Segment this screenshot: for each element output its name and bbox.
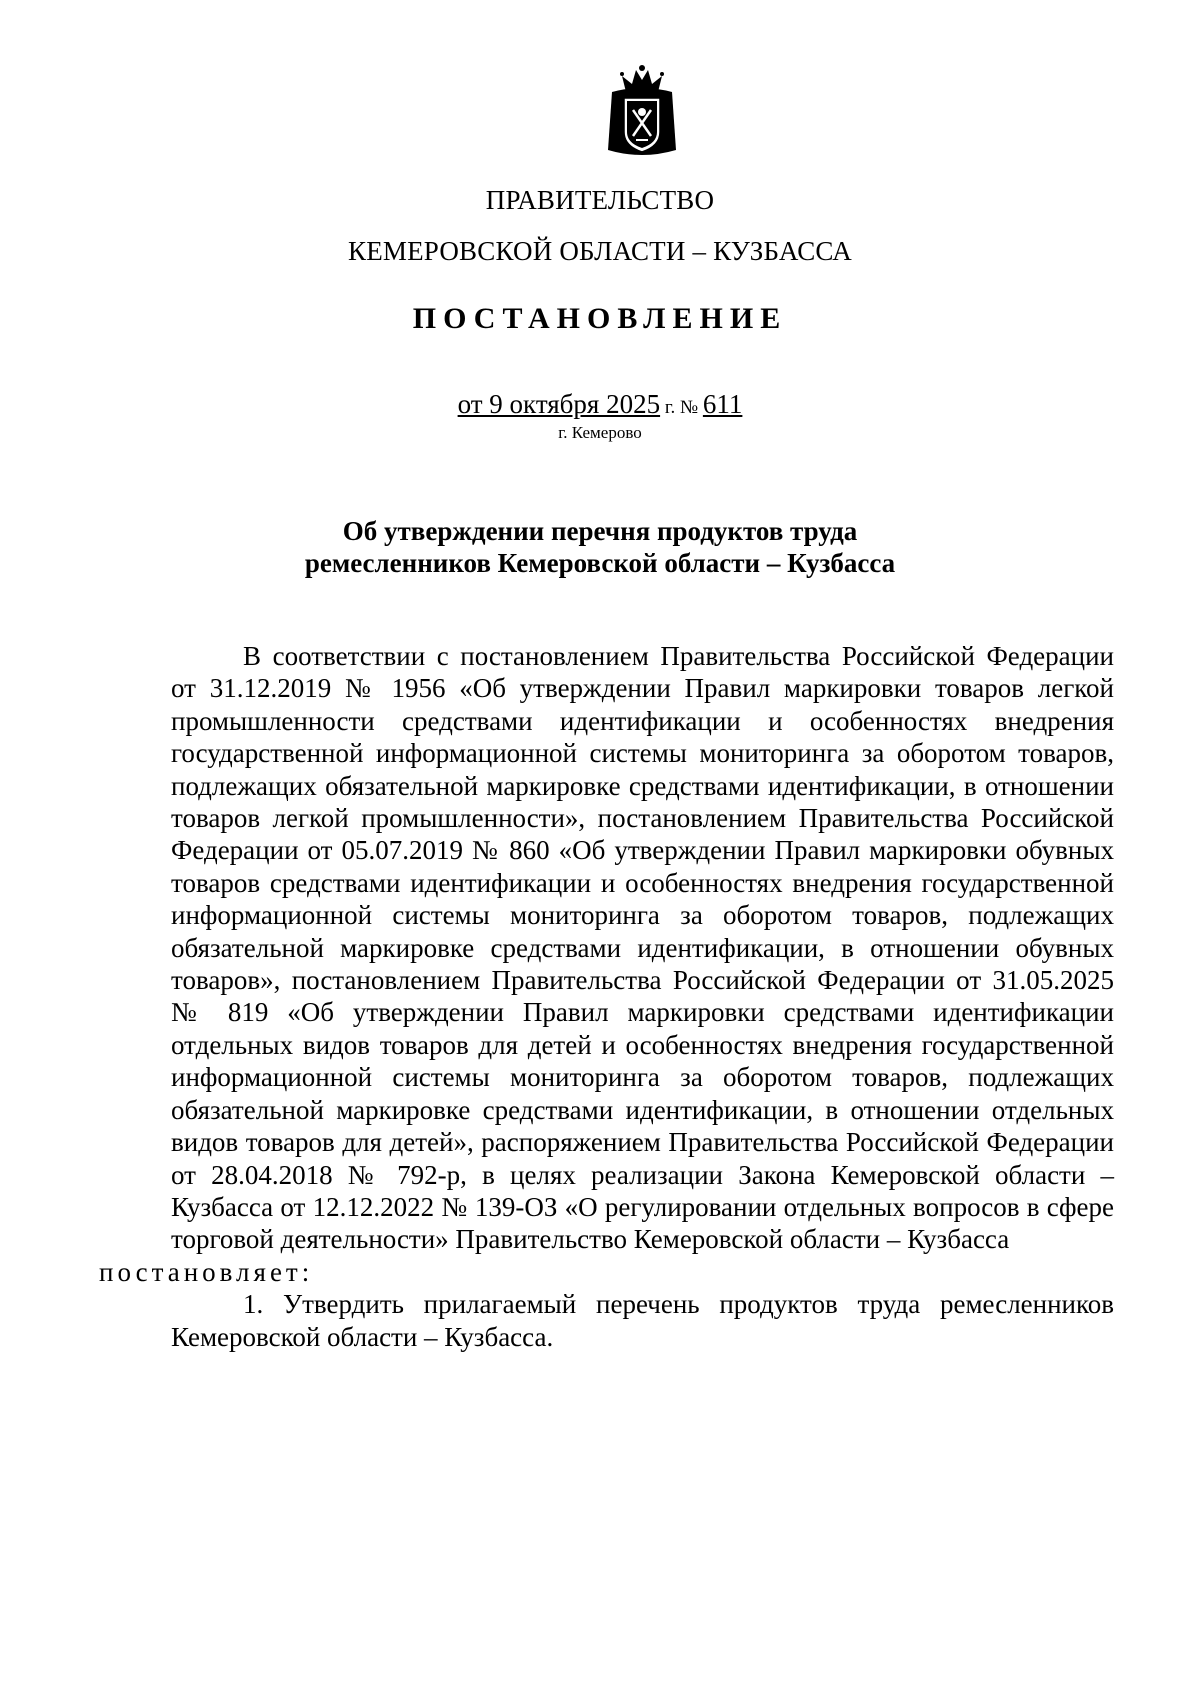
document-type: ПОСТАНОВЛЕНИЕ xyxy=(412,302,788,335)
document-body xyxy=(99,640,1114,1353)
document-title xyxy=(0,515,1200,579)
title-line2: ремесленников Кемеровской области – Кузбасса xyxy=(304,548,896,578)
number-sign: № xyxy=(675,397,703,418)
decree-word: постановляет: xyxy=(99,1256,314,1287)
list-item: 1. Утвердить прилагаемый перечень продуктов труда ремесленников Кемеровской области – Кузбасса. xyxy=(171,1289,1114,1352)
date-line xyxy=(0,389,1200,420)
title-line1: Об утверждении перечня продуктов труда xyxy=(342,516,858,546)
government-name-line1: ПРАВИТЕЛЬСТВО xyxy=(485,185,715,215)
preamble-text: В соответствии с постановлением Правительства Российской Федерации от 31.12.2019 № 1956 «Об утверждении Правил маркировки товаров легкой промышленности средствами идентификации и особенностях внедрения государственной информационной системы мониторинга за оборотом товаров, подлежащих обязательной маркировке средствами идентификации, в отношении товаров легкой промышленности», постановлением Правительства Российской Федерации от 05.07.2019 № 860 «Об утверждении Правил маркировки обувных товаров средствами идентификации и особенностях внедрения государственной информационной системы мониторинга за оборотом товаров, подлежащих обязательной маркировке средствами идентификации, в отношении обувных товаров», постановлением Правительства Российской Федерации от 31.05.2025 № 819 «Об утверждении Правил маркировки средствами идентификации отдельных видов товаров для детей и особенностях внедрения государственной информационной системы мониторинга за оборотом товаров, подлежащих обязательной маркировке средствами идентификации, в отношении отдельных видов товаров для детей», распоряжением Правительства Российской Федерации от 28.04.2018 № 792-р, в целях реализации Закона Кемеровской области – Кузбасса от 12.12.2022 № 139-ОЗ «О регулировании отдельных вопросов в сфере торговой деятельности» Правительство Кемеровской области – Кузбасса xyxy=(171,641,1114,1255)
document-number: 611 xyxy=(702,389,743,419)
document-date: от 9 октября 2025 xyxy=(457,389,661,419)
coat-of-arms-icon xyxy=(602,62,682,162)
year-suffix: г. xyxy=(660,397,676,418)
government-name-line2: КЕМЕРОВСКОЙ ОБЛАСТИ – КУЗБАССА xyxy=(348,236,852,266)
preamble-paragraph xyxy=(99,640,1114,1288)
document-city: г. Кемерово xyxy=(558,423,642,442)
